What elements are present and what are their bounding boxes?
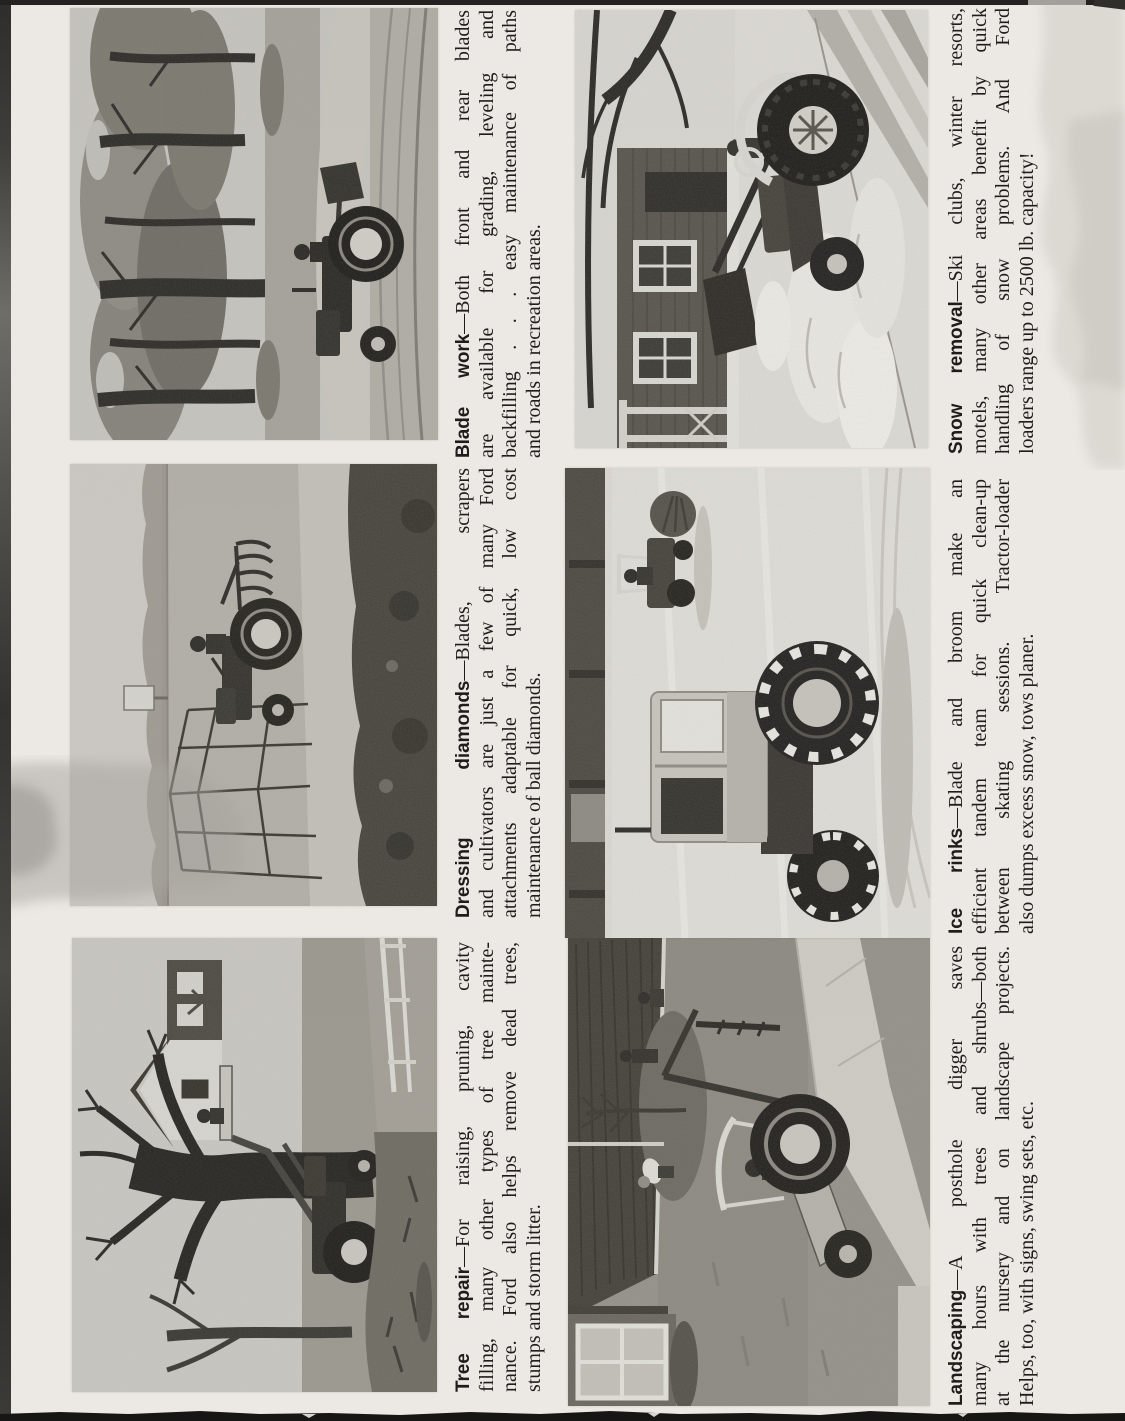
caption-line: and roads in recreation areas. <box>522 224 545 458</box>
caption-lead: Tree repair <box>453 1267 474 1392</box>
caption-blade-work <box>452 10 546 458</box>
caption-line: stumps and storm litter. <box>522 1204 545 1392</box>
ice-rinks-illustration <box>565 468 930 938</box>
blade-work-illustration <box>70 8 438 440</box>
caption-line: Snow removal—Ski clubs, winter resorts, <box>945 8 967 454</box>
caption-line: also dumps excess snow, tows planer. <box>1015 633 1038 934</box>
caption-line: loaders range up to 2500 lb. capacity! <box>1015 152 1038 454</box>
photo-blade-work <box>70 8 438 440</box>
caption-line: efficient tandem team for quick clean-up <box>968 479 991 934</box>
caption-lead: Landscaping <box>946 1289 967 1406</box>
caption-line: backfilling . . . easy maintenance of paths <box>499 10 522 458</box>
caption-line: maintenance of ball diamonds. <box>522 672 545 918</box>
caption-line: Tree repair—For raising, pruning, cavity <box>452 942 474 1392</box>
caption-lead: Snow removal <box>946 301 967 454</box>
caption-line: nance. Ford also helps remove dead trees, <box>499 942 522 1392</box>
dressing-diamonds-illustration <box>70 464 437 906</box>
photo-tree-repair <box>72 938 437 1392</box>
caption-line: and cultivators are just a few of many Ford <box>475 468 498 918</box>
photo-landscaping <box>568 938 930 1406</box>
caption-landscaping <box>945 946 1039 1406</box>
caption-line: motels, many other areas benefit by quick <box>968 8 991 454</box>
photo-dressing-diamonds <box>70 464 437 906</box>
caption-line: between skating sessions. Tractor-loader <box>992 479 1015 934</box>
caption-line: many hours with trees and shrubs—both <box>968 946 991 1406</box>
caption-lead: Dressing diamonds <box>453 680 474 918</box>
caption-line: Helps, too, with signs, swing sets, etc. <box>1015 1101 1038 1406</box>
snow-removal-illustration <box>575 10 928 448</box>
caption-ice-rinks <box>945 479 1039 934</box>
caption-line: at the nursery and on landscape projects. <box>992 946 1015 1406</box>
caption-line: handling of snow problems. And Ford <box>992 8 1015 454</box>
caption-line: Ice rinks—Blade and broom make an <box>945 479 967 934</box>
caption-line: Blade work—Both front and rear blades <box>452 10 474 458</box>
caption-line: Dressing diamonds—Blades, scrapers <box>452 468 474 918</box>
caption-lead: Ice rinks <box>946 828 967 934</box>
caption-line: are available for grading, leveling and <box>475 10 498 458</box>
caption-line: Landscaping—A posthole digger saves <box>945 946 967 1406</box>
caption-line: filling, many other types of tree mainte- <box>475 942 498 1392</box>
caption-tree-repair <box>452 942 546 1392</box>
photo-ice-rinks <box>565 468 930 938</box>
landscaping-illustration <box>568 938 930 1406</box>
photo-snow-removal <box>575 10 928 448</box>
caption-lead: Blade work <box>453 333 474 458</box>
caption-line: attachments adaptable for quick, low cost <box>499 468 522 918</box>
caption-dressing-diamonds <box>452 468 546 918</box>
tree-repair-illustration <box>72 938 437 1392</box>
caption-snow-removal <box>945 8 1039 454</box>
